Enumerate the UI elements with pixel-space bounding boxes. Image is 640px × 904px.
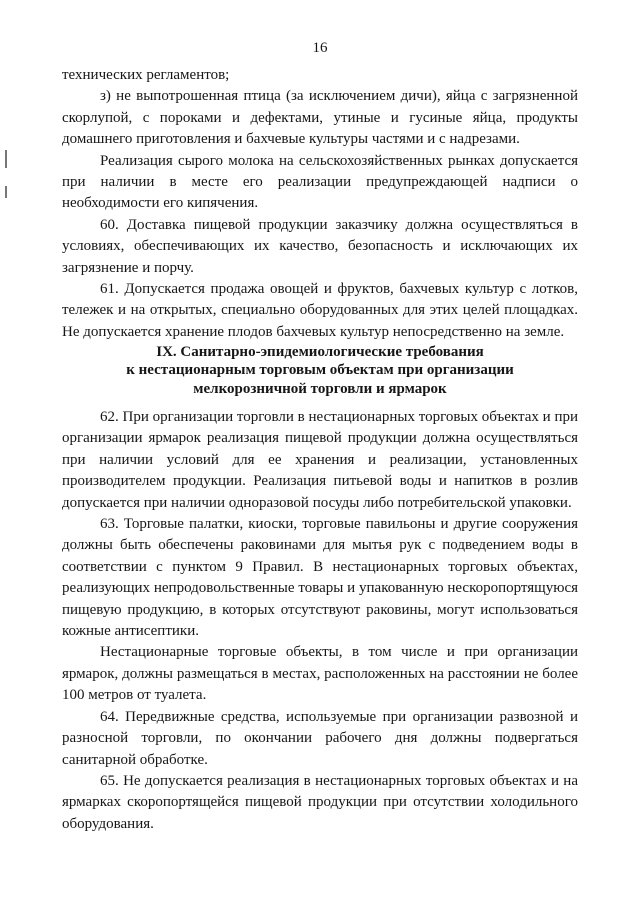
section-heading-line-1: IX. Санитарно-эпидемиологические требования <box>156 344 484 360</box>
top-text-block <box>62 65 578 343</box>
paragraph-64: 64. Передвижные средства, используемые при организации развозной и разносной торговли, по окончании рабочего дня должны подвергаться санитарной обработке. <box>62 708 578 768</box>
paragraph-62: 62. При организации торговли в нестационарных торговых объектах и при организации ярмарок реализация пищевой продукции должна осуществляться при наличии условий для ее хранения и реализации, установленных производителем продукции. Реализация питьевой воды и напитков в розлив допускается при наличии одноразовой посуды либо потребительской упаковки. <box>62 409 579 511</box>
section-heading-line-3: мелкорозничной торговли и ярмарок <box>193 380 447 397</box>
paragraph-toilet-distance: Нестационарные торговые объекты, в том числе и при организации ярмарок, должны размещаться в местах, расположенных на расстоянии не более 100 метров от туалета. <box>62 644 578 704</box>
page-number: 16 <box>312 40 328 56</box>
paragraph-61: 61. Допускается продажа овощей и фруктов, бахчевых культур с лотков, тележек и на открытых, специально оборудованных для этих целей площадках. Не допускается хранение плодов бахчевых культур непосредственно на земле. <box>62 281 578 340</box>
section-heading-line-2: к нестационарным торговым объектам при организации <box>126 362 514 379</box>
scan-margin-mark <box>5 150 7 168</box>
section-text-block <box>62 407 578 835</box>
paragraph-63: 63. Торговые палатки, киоски, торговые павильоны и другие сооружения должны быть обеспечены раковинами для мытья рук с подведением воды в соответствии с пунктом 9 Правил. В нестационарных торговых объектах, реализующих непродовольственные товары и упакованную нескоропортящуюся пищевую продукцию, в которых отсутствуют раковины, могут использоваться кожные антисептики. <box>62 516 578 640</box>
paragraph-item-z: з) не выпотрошенная птица (за исключением дичи), яйца с загрязненной скорлупой, с пороками и дефектами, утиные и гусиные яйца, продукты домашнего приготовления и бахчевые культуры частями и с надрезами. <box>62 88 578 148</box>
scan-margin-mark <box>5 186 7 198</box>
section-heading <box>62 343 578 398</box>
paragraph-continuation: технических регламентов; <box>62 67 230 83</box>
paragraph-raw-milk: Реализация сырого молока на сельскохозяйственных рынках допускается при наличии в месте его реализации предупреждающей надписи о необходимости его кипячения. <box>62 152 578 212</box>
paragraph-65: 65. Не допускается реализация в нестационарных торговых объектах и на ярмарках скоропортящейся пищевой продукции при отсутствии холодильного оборудования. <box>62 772 578 832</box>
paragraph-60: 60. Доставка пищевой продукции заказчику должна осуществляться в условиях, обеспечивающих их качество, безопасность и исключающих их загрязнение и порчу. <box>62 216 578 276</box>
